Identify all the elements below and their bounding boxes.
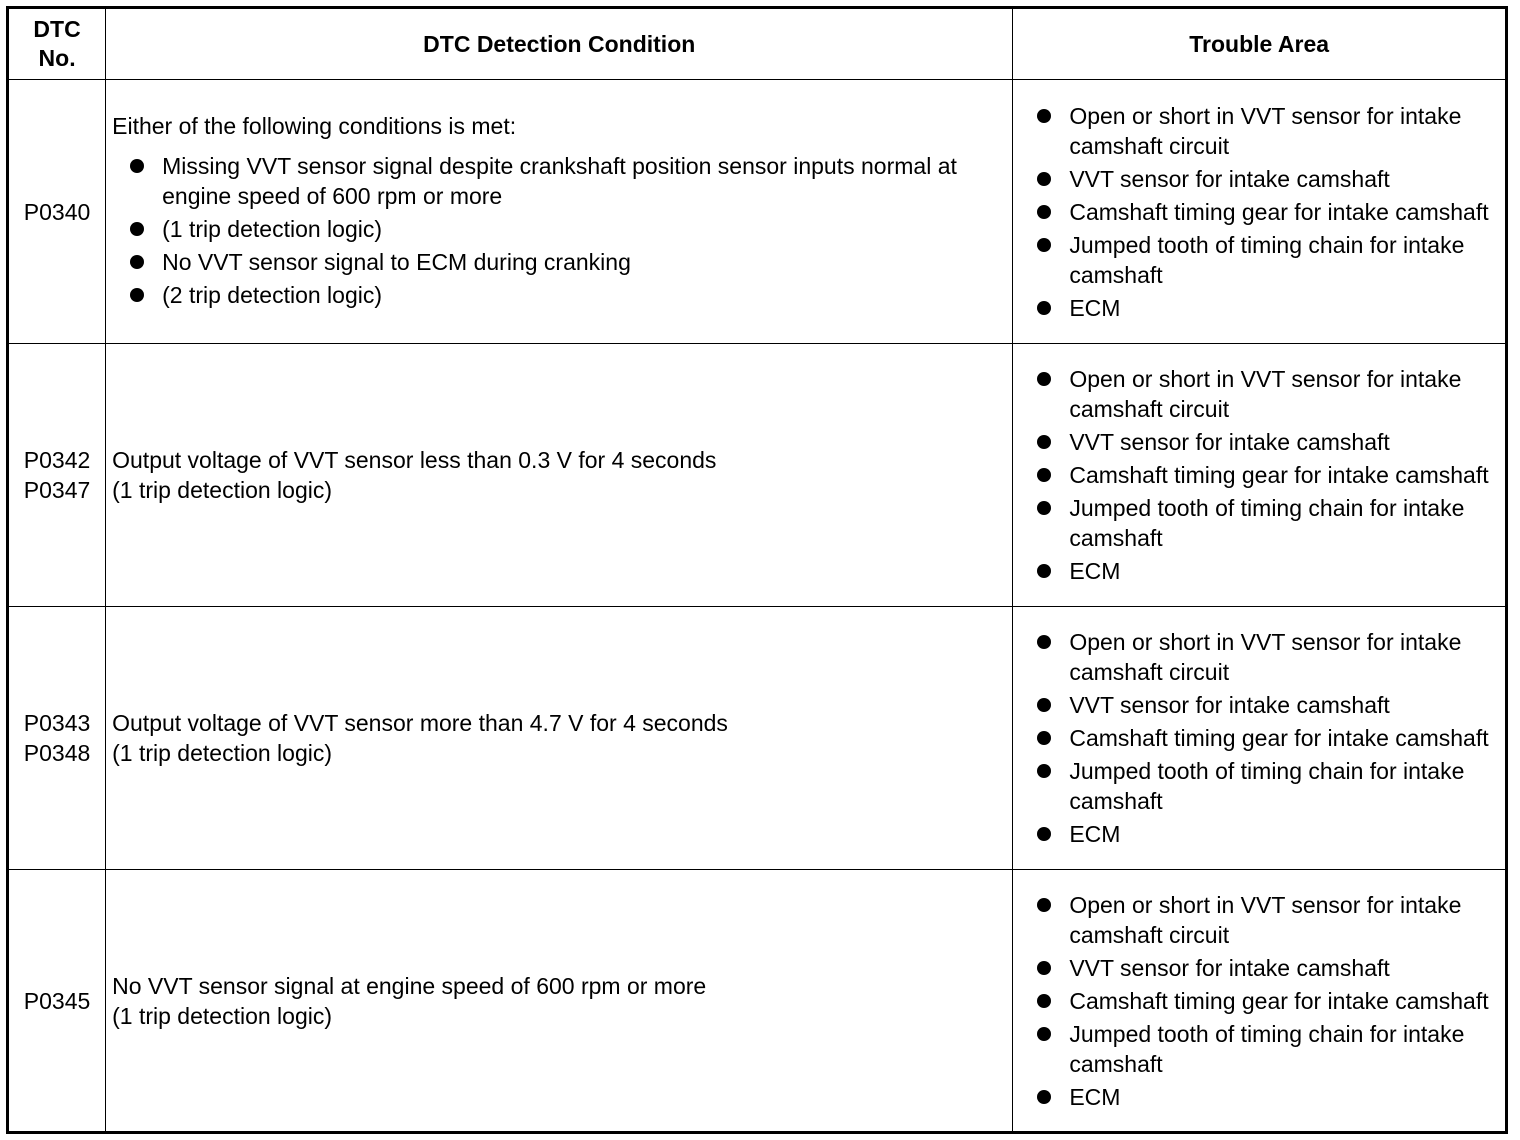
dtc-code: P0348 xyxy=(23,740,91,766)
condition-text: Missing VVT sensor signal despite crankshaft position sensor inputs normal at engine speed of 600 rpm or more xyxy=(162,152,957,209)
detection-condition-cell xyxy=(106,870,1013,1133)
list-item xyxy=(1037,1019,1499,1079)
detection-condition-cell xyxy=(106,80,1013,344)
condition-text: Output voltage of VVT sensor less than 0.3 V for 4 seconds xyxy=(112,447,717,473)
dtc-code: P0340 xyxy=(23,198,91,225)
bullet-icon xyxy=(1037,1027,1051,1041)
list-item xyxy=(1037,230,1499,290)
list-item xyxy=(1037,101,1499,161)
condition-text: (2 trip detection logic) xyxy=(162,281,383,308)
detection-condition-cell xyxy=(106,607,1013,870)
list-item xyxy=(1037,723,1499,753)
trouble-area-text: Jumped tooth of timing chain for intake camshaft xyxy=(1069,495,1465,551)
trouble-area-text: ECM xyxy=(1069,1083,1121,1110)
dtc-code-cell xyxy=(8,870,106,1133)
list-item xyxy=(1037,627,1499,687)
bullet-icon xyxy=(1037,764,1051,778)
trouble-area-text: Camshaft timing gear for intake camshaft xyxy=(1069,725,1489,751)
detection-condition-cell xyxy=(106,344,1013,607)
bullet-icon xyxy=(1037,731,1051,745)
table-row xyxy=(8,80,1507,344)
list-item xyxy=(1037,197,1499,227)
list-item xyxy=(1037,819,1499,849)
header-trouble-area: Trouble Area xyxy=(1013,8,1507,80)
condition-text: No VVT sensor signal at engine speed of 600 rpm or more xyxy=(112,972,707,999)
list-item xyxy=(1037,986,1499,1016)
list-item xyxy=(112,214,1006,244)
header-dtc-no xyxy=(8,8,106,80)
bullet-icon xyxy=(1037,468,1051,482)
bullet-icon xyxy=(1037,109,1051,123)
list-item xyxy=(1037,493,1499,553)
list-item xyxy=(1037,756,1499,816)
trouble-area-text: VVT sensor for intake camshaft xyxy=(1069,954,1390,981)
trouble-area-text: Open or short in VVT sensor for intake camshaft circuit xyxy=(1069,629,1462,685)
trouble-area-text: Open or short in VVT sensor for intake camshaft circuit xyxy=(1069,102,1462,159)
trouble-area-text: Camshaft timing gear for intake camshaft xyxy=(1069,462,1489,488)
header-dtc-no-line1: DTC xyxy=(33,16,81,42)
table-row xyxy=(8,607,1507,870)
trouble-area-text: Camshaft timing gear for intake camshaft xyxy=(1069,987,1489,1014)
bullet-icon xyxy=(1037,205,1051,219)
dtc-code-cell xyxy=(8,344,106,607)
condition-text: (1 trip detection logic) xyxy=(112,740,333,766)
condition-text: (1 trip detection logic) xyxy=(112,477,333,503)
list-item xyxy=(112,280,1006,310)
trouble-area-text: VVT sensor for intake camshaft xyxy=(1069,429,1390,455)
bullet-icon xyxy=(130,255,144,269)
dtc-code: P0343 xyxy=(23,710,91,736)
list-item xyxy=(1037,364,1499,424)
condition-text: (1 trip detection logic) xyxy=(162,215,383,242)
trouble-area-cell xyxy=(1013,870,1507,1133)
list-item xyxy=(1037,427,1499,457)
dtc-table xyxy=(6,6,1508,1134)
header-detection-condition: DTC Detection Condition xyxy=(106,8,1013,80)
condition-list xyxy=(112,151,1006,310)
bullet-icon xyxy=(1037,435,1051,449)
bullet-icon xyxy=(130,288,144,302)
table-row xyxy=(8,870,1507,1133)
trouble-area-text: Jumped tooth of timing chain for intake camshaft xyxy=(1069,1020,1465,1077)
list-item xyxy=(1037,460,1499,490)
trouble-area-text: VVT sensor for intake camshaft xyxy=(1069,692,1390,718)
bullet-icon xyxy=(1037,635,1051,649)
trouble-area-text: ECM xyxy=(1069,821,1121,847)
trouble-area-text: Camshaft timing gear for intake camshaft xyxy=(1069,198,1489,225)
bullet-icon xyxy=(1037,1090,1051,1104)
bullet-icon xyxy=(1037,564,1051,578)
dtc-code: P0342 xyxy=(23,447,91,473)
condition-text: Output voltage of VVT sensor more than 4.7 V for 4 seconds xyxy=(112,710,728,736)
trouble-area-text: Jumped tooth of timing chain for intake camshaft xyxy=(1069,231,1465,288)
list-item xyxy=(1037,164,1499,194)
trouble-area-list xyxy=(1037,890,1499,1112)
list-item xyxy=(112,247,1006,277)
trouble-area-text: Open or short in VVT sensor for intake camshaft circuit xyxy=(1069,366,1462,422)
bullet-icon xyxy=(1037,501,1051,515)
trouble-area-cell xyxy=(1013,607,1507,870)
trouble-area-text: Open or short in VVT sensor for intake camshaft circuit xyxy=(1069,891,1462,948)
condition-text: (1 trip detection logic) xyxy=(112,1002,333,1029)
trouble-area-list xyxy=(1037,364,1499,586)
bullet-icon xyxy=(1037,961,1051,975)
bullet-icon xyxy=(1037,698,1051,712)
trouble-area-text: ECM xyxy=(1069,294,1121,321)
bullet-icon xyxy=(1037,827,1051,841)
header-dtc-no-line2: No. xyxy=(38,45,76,71)
list-item xyxy=(1037,293,1499,323)
list-item xyxy=(112,151,1006,211)
list-item xyxy=(1037,690,1499,720)
dtc-code-cell xyxy=(8,80,106,344)
bullet-icon xyxy=(130,159,144,173)
list-item xyxy=(1037,556,1499,586)
bullet-icon xyxy=(1037,372,1051,386)
list-item xyxy=(1037,890,1499,950)
table-row xyxy=(8,344,1507,607)
trouble-area-text: ECM xyxy=(1069,558,1121,584)
trouble-area-list xyxy=(1037,101,1499,323)
trouble-area-text: VVT sensor for intake camshaft xyxy=(1069,165,1390,192)
bullet-icon xyxy=(1037,301,1051,315)
trouble-area-text: Jumped tooth of timing chain for intake camshaft xyxy=(1069,758,1465,814)
list-item xyxy=(1037,1082,1499,1112)
header-row xyxy=(8,8,1507,80)
trouble-area-cell xyxy=(1013,344,1507,607)
bullet-icon xyxy=(1037,238,1051,252)
bullet-icon xyxy=(130,222,144,236)
condition-intro: Either of the following conditions is met: xyxy=(112,112,517,139)
dtc-code-cell xyxy=(8,607,106,870)
bullet-icon xyxy=(1037,994,1051,1008)
trouble-area-cell xyxy=(1013,80,1507,344)
dtc-code: P0345 xyxy=(23,987,91,1014)
list-item xyxy=(1037,953,1499,983)
condition-text: No VVT sensor signal to ECM during cranking xyxy=(162,248,631,275)
bullet-icon xyxy=(1037,172,1051,186)
bullet-icon xyxy=(1037,898,1051,912)
trouble-area-list xyxy=(1037,627,1499,849)
dtc-code: P0347 xyxy=(23,477,91,503)
